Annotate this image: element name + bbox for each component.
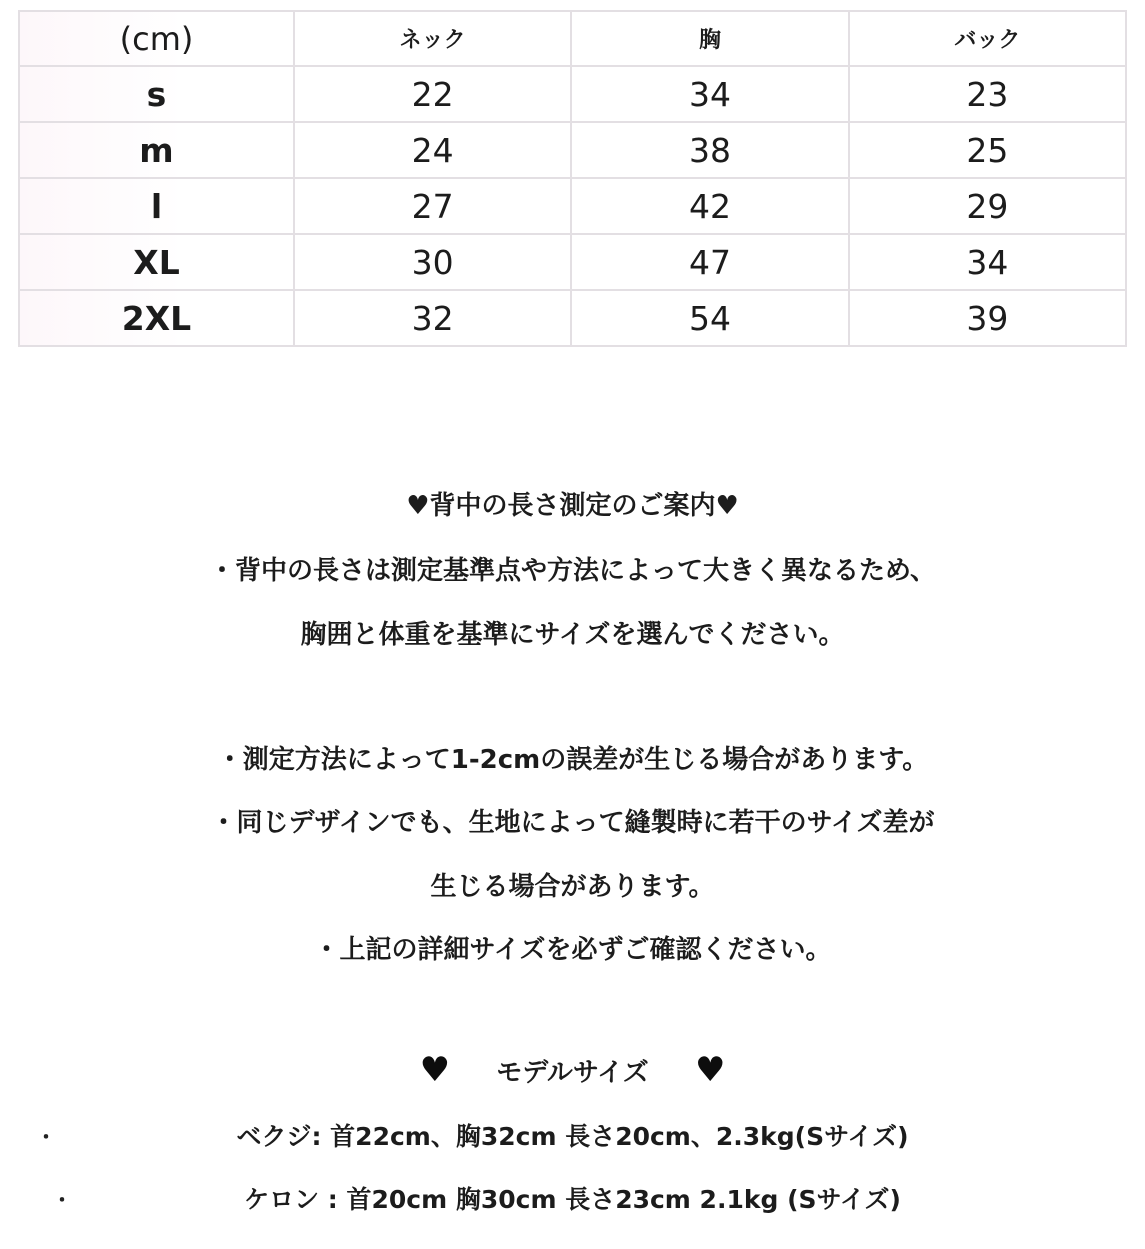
size-row-xl [19,234,1126,290]
back-value-cell: 29 [849,178,1126,234]
neck-value-cell: 32 [294,290,571,346]
size-label-cell: 2XL [19,290,294,346]
unit-header-cell: (cm) [19,11,294,66]
bullet-dot: ・ [36,1125,56,1149]
size-row-m [19,122,1126,178]
bullet-dot: ・ [52,1188,72,1212]
model-line: ベクジ: 首22cm、胸32cm 長さ20cm、2.3kg(Sサイズ) [236,1122,909,1151]
chest-header-cell: 胸 [571,11,848,66]
neck-header-cell: ネック [294,11,571,66]
back-value-cell: 25 [849,122,1126,178]
chest-value-cell: 42 [571,178,848,234]
neck-value-cell: 27 [294,178,571,234]
guide-line: ・同じデザインでも、生地によって縫製時に若干のサイズ差が [210,808,935,838]
size-label-cell: XL [19,234,294,290]
guide-line: 生じる場合があります。 [430,872,715,902]
guide-line: 胸囲と体重を基準にサイズを選んでください。 [300,620,845,650]
size-table-header-row [19,11,1126,66]
size-label-cell: m [19,122,294,178]
size-row-2xl [19,290,1126,346]
model-line: ケロン : 首20cm 胸30cm 長さ23cm 2.1kg (Sサイズ) [244,1185,901,1214]
neck-value-cell: 24 [294,122,571,178]
heart-icon: ♥ [694,1050,726,1090]
guide-line: ・背中の長さは測定基準点や方法によって大きく異なるため、 [209,556,936,586]
size-table [18,10,1127,347]
model-size-title: モデルサイズ [496,1058,649,1088]
back-value-cell: 34 [849,234,1126,290]
size-label-cell: s [19,66,294,122]
neck-value-cell: 22 [294,66,571,122]
guide-line: ・測定方法によって1-2cmの誤差が生じる場合があります。 [216,745,929,775]
chest-value-cell: 34 [571,66,848,122]
chest-value-cell: 38 [571,122,848,178]
back-header-cell: バック [849,11,1126,66]
size-label-cell: l [19,178,294,234]
heart-icon: ♥ [419,1050,451,1090]
size-row-l [19,178,1126,234]
measurement-guide-title: ♥背中の長さ測定のご案内♥ [406,491,739,521]
chest-value-cell: 54 [571,290,848,346]
guide-line: ・上記の詳細サイズを必ずご確認ください。 [313,935,832,965]
back-value-cell: 39 [849,290,1126,346]
model-size-heading [0,1050,1145,1090]
neck-value-cell: 30 [294,234,571,290]
size-row-s [19,66,1126,122]
chest-value-cell: 47 [571,234,848,290]
back-value-cell: 23 [849,66,1126,122]
